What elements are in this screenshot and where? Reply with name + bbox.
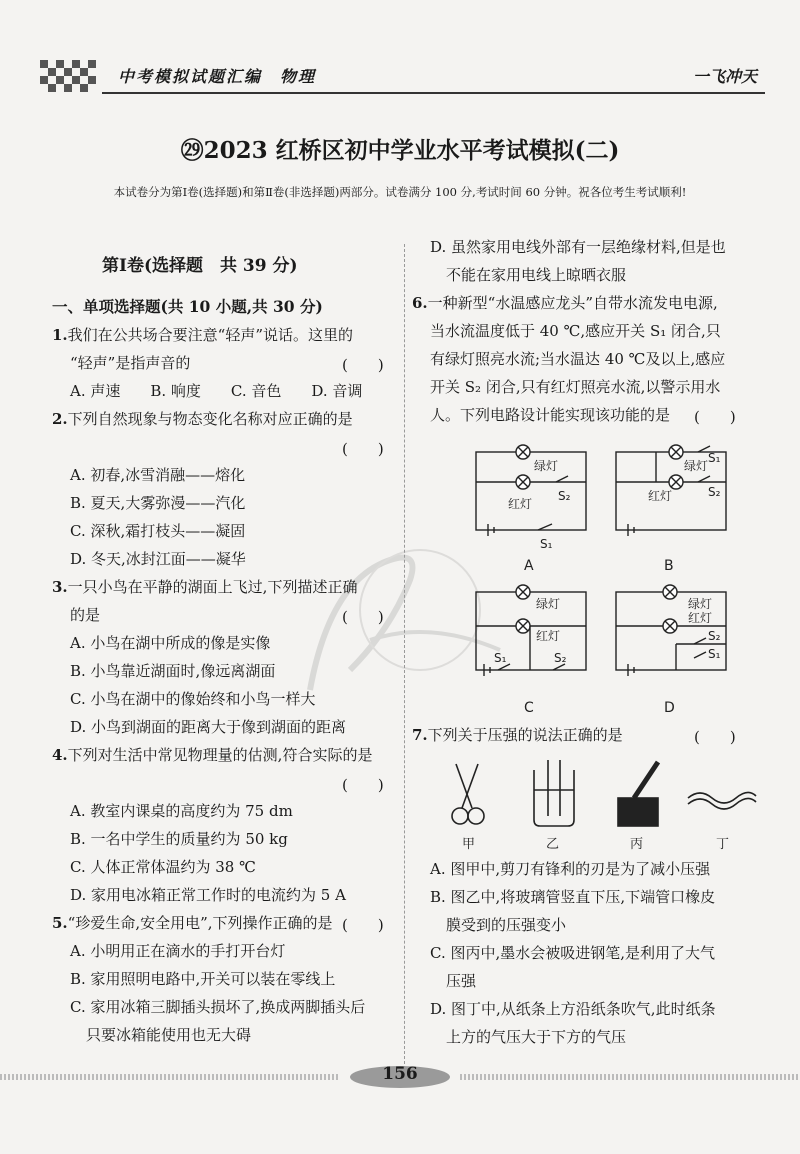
q7-option-d-line2: 上方的气压大于下方的气压 [446, 1028, 627, 1046]
section-title: 一、单项选择题(共 10 小题,共 30 分) [52, 297, 323, 316]
q2-option-a: A. 初春,冰雪消融——熔化 [70, 466, 246, 484]
q6-stem-line3: 有绿灯照亮水流;当水温达 40 ℃及以上,感应 [430, 350, 726, 368]
q7-option-a: A. 图甲中,剪刀有锋利的刃是为了减小压强 [430, 860, 711, 878]
q7-option-c-line2: 压强 [446, 972, 477, 990]
q3-option-b: B. 小鸟靠近湖面时,像远离湖面 [70, 662, 276, 680]
label-s1-d: S₁ [708, 647, 721, 661]
q7-option-b-line1: B. 图乙中,将玻璃管竖直下压,下端管口橡皮 [430, 888, 716, 906]
label-s2-a: S₂ [558, 489, 571, 503]
paper-strip-icon [688, 792, 756, 809]
label-s1-b: S₁ [708, 451, 721, 465]
label-green-c: 绿灯 [536, 597, 561, 611]
column-divider [404, 244, 405, 1074]
answer-paren: ( ) [342, 356, 384, 374]
q4-option-c: C. 人体正常体温约为 38 ℃ [70, 858, 256, 876]
option-letter-c: C [524, 700, 534, 716]
q6-number: 6. [412, 294, 428, 312]
q7-option-c-line1: C. 图丙中,墨水会被吸进钢笔,是利用了大气 [430, 944, 716, 962]
label-s1-c: S₁ [494, 651, 507, 665]
part1-title: 第Ⅰ卷(选择题 共 39 分) [102, 256, 298, 276]
scissors-icon [452, 764, 484, 824]
label-s2-d: S₂ [708, 629, 721, 643]
label-s2-b: S₂ [708, 485, 721, 499]
figure-label-bing: 丙 [630, 837, 644, 852]
q5-number: 5. [52, 914, 68, 932]
q3-number: 3. [52, 578, 68, 596]
q5-option-a: A. 小明用正在滴水的手打开台灯 [70, 942, 286, 960]
q4-option-a: A. 教室内课桌的高度约为 75 dm [70, 802, 293, 820]
q4-stem: 下列对生活中常见物理量的估测,符合实际的是 [67, 746, 373, 764]
q2-option-d: D. 冬天,冰封江面——凝华 [70, 550, 246, 568]
label-red-b: 红灯 [648, 489, 673, 503]
page-header [40, 58, 765, 94]
q7-option-b-line2: 膜受到的压强变小 [446, 916, 567, 934]
page-number: 156 [382, 1064, 418, 1084]
q6-stem-line2: 当水流温度低于 40 ℃,感应开关 S₁ 闭合,只 [430, 322, 721, 340]
q6-stem-line4: 开关 S₂ 闭合,只有红灯照亮水流,以警示用水 [430, 378, 721, 396]
circuit-c [476, 585, 586, 676]
answer-paren: ( ) [342, 608, 384, 626]
exam-title: ㉙2023 红桥区初中学业水平考试模拟(二) [180, 137, 620, 164]
q7-stem: 下列关于压强的说法正确的是 [427, 726, 623, 744]
label-green-b: 绿灯 [684, 459, 709, 473]
q1-number: 1. [52, 326, 68, 344]
figure-label-jia: 甲 [462, 837, 476, 852]
q4-option-d: D. 家用电冰箱正常工作时的电流约为 5 A [70, 886, 346, 904]
answer-paren: ( ) [694, 728, 736, 746]
q2-stem: 下列自然现象与物态变化名称对应正确的是 [67, 410, 353, 428]
answer-paren: ( ) [694, 408, 736, 426]
q5-option-c-line2: 只要冰箱能使用也无大碍 [86, 1026, 252, 1044]
q7-figures [438, 758, 758, 854]
label-s1-a: S₁ [540, 537, 553, 551]
option-letter-d: D [664, 700, 675, 716]
q1-options: A. 声速 B. 响度 C. 音色 D. 音调 [70, 382, 363, 400]
q5-option-b: B. 家用照明电路中,开关可以装在零线上 [70, 970, 336, 988]
ink-bottle-icon [618, 762, 658, 826]
figure-label-yi: 乙 [546, 837, 560, 852]
q5-option-c-line1: C. 家用冰箱三脚插头损坏了,换成两脚插头后 [70, 998, 366, 1016]
q6-circuit-diagrams [458, 440, 738, 720]
q3-stem-line2: 的是 [70, 606, 101, 624]
q2-number: 2. [52, 410, 68, 428]
q6-stem-line1: 一种新型“水温感应龙头”自带水流发电电源, [427, 294, 718, 312]
figure-label-ding: 丁 [716, 837, 730, 852]
exam-intro: 本试卷分为第Ⅰ卷(选择题)和第Ⅱ卷(非选择题)两部分。试卷满分 100 分,考试时间 60 分钟。祝各位考生考试顺利! [113, 185, 687, 199]
q7-number: 7. [412, 726, 428, 744]
header-rule [102, 92, 765, 94]
beaker-icon [534, 760, 574, 826]
label-green-a: 绿灯 [534, 459, 559, 473]
q5-option-d-line1: D. 虽然家用电线外部有一层绝缘材料,但是也 [430, 238, 726, 256]
q5-option-d-line2: 不能在家用电线上晾晒衣服 [446, 266, 627, 284]
option-letter-a: A [524, 558, 534, 574]
q1-stem-line2: “轻声”是指声音的 [70, 354, 191, 372]
q3-option-d: D. 小鸟到湖面的距离大于像到湖面的距离 [70, 718, 347, 736]
q6-stem-line5: 人。下列电路设计能实现该功能的是 [430, 406, 671, 424]
header-brand: 一飞冲天 [692, 67, 757, 86]
answer-paren: ( ) [342, 916, 384, 934]
label-red-c: 红灯 [536, 629, 561, 643]
q4-option-b: B. 一名中学生的质量约为 50 kg [70, 830, 288, 848]
q1-stem-line1: 我们在公共场合要注意“轻声”说话。这里的 [67, 326, 354, 344]
header-title: 中考模拟试题汇编 物理 [118, 67, 317, 86]
checker-pattern-icon [40, 60, 102, 92]
label-green-d: 绿灯 [688, 597, 713, 611]
q4-number: 4. [52, 746, 68, 764]
label-s2-c: S₂ [554, 651, 567, 665]
q3-option-a: A. 小鸟在湖中所成的像是实像 [70, 634, 271, 652]
option-letter-b: B [664, 558, 674, 574]
q2-option-b: B. 夏天,大雾弥漫——汽化 [70, 494, 246, 512]
q7-option-d-line1: D. 图丁中,从纸条上方沿纸条吹气,此时纸条 [430, 1000, 716, 1018]
q5-stem: “珍爱生命,安全用电”,下列操作正确的是 [67, 914, 333, 932]
q3-stem-line1: 一只小鸟在平静的湖面上飞过,下列描述正确 [67, 578, 358, 596]
answer-paren: ( ) [342, 440, 384, 458]
q2-option-c: C. 深秋,霜打枝头——凝固 [70, 522, 246, 540]
label-red-a: 红灯 [508, 497, 533, 511]
label-red-d: 红灯 [688, 611, 713, 625]
q3-option-c: C. 小鸟在湖中的像始终和小鸟一样大 [70, 690, 316, 708]
answer-paren: ( ) [342, 776, 384, 794]
